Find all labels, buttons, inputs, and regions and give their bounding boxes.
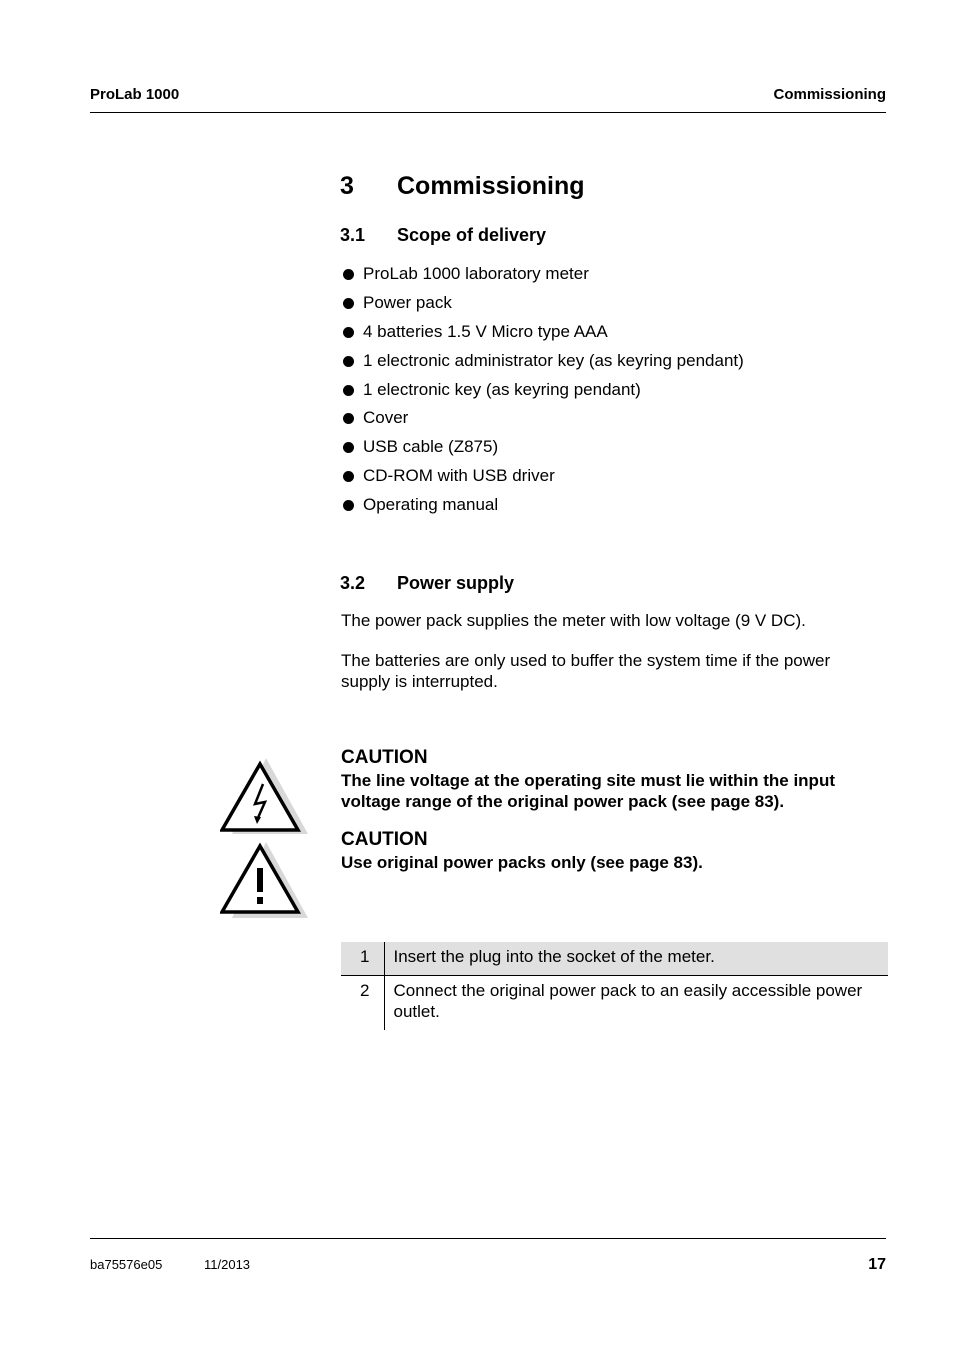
bullet-icon xyxy=(343,269,354,280)
list-item: 1 electronic administrator key (as keyring pendant) xyxy=(341,349,744,378)
list-item: CD-ROM with USB driver xyxy=(341,464,744,493)
caution-1-title: CAUTION xyxy=(341,747,428,768)
power-supply-paragraph-2: The batteries are only used to buffer the system time if the power supply is interrupted. xyxy=(341,651,831,691)
section-3-1-number: 3.1 xyxy=(340,225,366,245)
list-item: Power pack xyxy=(341,291,744,320)
bullet-icon xyxy=(343,385,354,396)
header-rule xyxy=(90,112,886,113)
chapter-number: 3 xyxy=(340,172,354,200)
bullet-icon xyxy=(343,471,354,482)
caution-2-title: CAUTION xyxy=(341,829,428,850)
bullet-icon xyxy=(343,500,354,511)
header-chapter-name: Commissioning xyxy=(773,86,886,103)
bullet-icon xyxy=(343,327,354,338)
footer-date: 11/2013 xyxy=(204,1257,251,1272)
high-voltage-warning-icon xyxy=(220,754,310,839)
section-3-2-number: 3.2 xyxy=(340,573,366,593)
exclamation-warning-icon xyxy=(220,838,310,923)
bullet-icon xyxy=(343,356,354,367)
bullet-icon xyxy=(343,413,354,424)
list-item: 4 batteries 1.5 V Micro type AAA xyxy=(341,320,744,349)
table-row xyxy=(341,976,888,1031)
bullet-icon xyxy=(343,442,354,453)
section-3-2-title: Power supply xyxy=(397,573,515,593)
caution-1-text: The line voltage at the operating site must lie within the input voltage range of the original power pack (see page 83). xyxy=(341,771,835,811)
list-item: Operating manual xyxy=(341,493,744,522)
list-item: Cover xyxy=(341,406,744,435)
power-supply-paragraph-1: The power pack supplies the meter with low voltage (9 V DC). xyxy=(341,611,806,630)
list-item: 1 electronic key (as keyring pendant) xyxy=(341,378,744,407)
caution-2-text: Use original power packs only (see page 83). xyxy=(341,853,703,872)
list-item: ProLab 1000 laboratory meter xyxy=(341,262,744,291)
steps-table xyxy=(341,942,888,1030)
section-3-1-title: Scope of delivery xyxy=(397,225,547,245)
step-number: 2 xyxy=(341,976,384,1031)
list-item: USB cable (Z875) xyxy=(341,435,744,464)
step-number: 1 xyxy=(341,942,384,976)
step-text: Insert the plug into the socket of the meter. xyxy=(384,942,888,976)
table-row xyxy=(341,942,888,976)
page-number: 17 xyxy=(868,1256,886,1273)
footer-rule xyxy=(90,1238,886,1239)
step-text: Connect the original power pack to an easily accessible power outlet. xyxy=(393,981,863,1021)
scope-of-delivery-list xyxy=(341,262,744,522)
chapter-title: Commissioning xyxy=(397,172,585,200)
bullet-icon xyxy=(343,298,354,309)
header-product-name: ProLab 1000 xyxy=(90,86,180,103)
footer-doc-id: ba75576e05 xyxy=(90,1257,163,1272)
